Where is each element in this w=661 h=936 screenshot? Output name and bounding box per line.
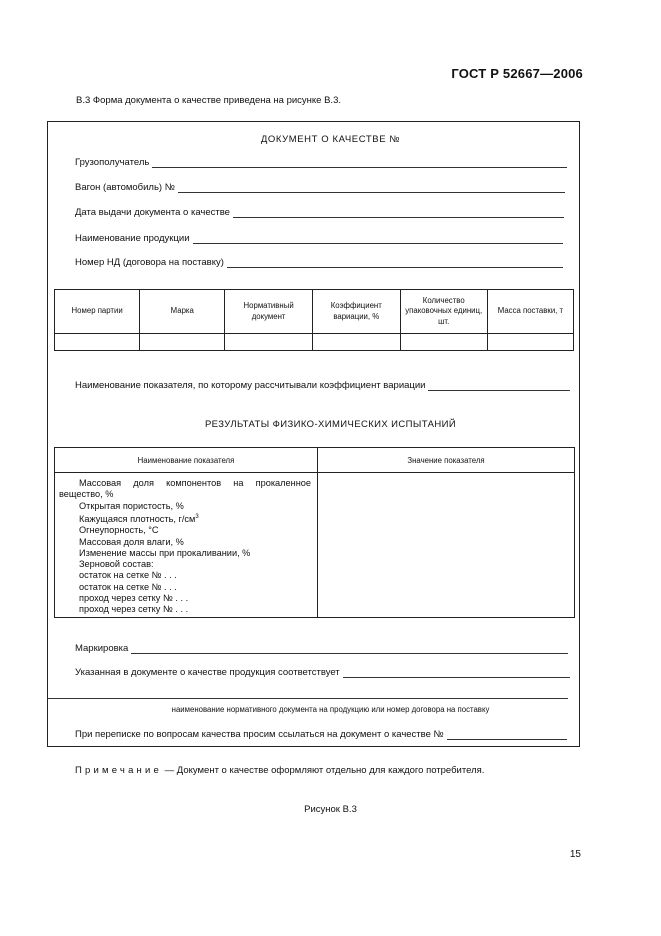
indicator-item: Огнеупорность, °С [79,525,159,536]
batch-table [54,289,574,351]
batch-header-grade: Марка [140,290,225,334]
results-table [54,447,575,618]
marking-label: Маркировка [75,643,129,654]
issue-date-field[interactable] [75,207,564,218]
indicator-item: Открытая пористость, % [79,500,184,511]
variation-indicator-label: Наименование показателя, по которому рассчитывали коэффициент вариации [75,380,426,391]
indicator-item: Изменение массы при прокаливании, % [79,547,251,558]
page-number: 15 [569,849,581,860]
issue-date-label: Дата выдачи документа о качестве [75,207,230,218]
form-title: ДОКУМЕНТ О КАЧЕСТВЕ № [260,134,401,145]
batch-cell-package-count[interactable] [400,334,487,351]
indicator-item: проход через сетку № . . . [79,604,189,615]
correspondence-line[interactable] [447,730,567,740]
batch-header-number: Номер партии [55,290,140,334]
wagon-line[interactable] [178,183,565,193]
compliance-document-line[interactable] [47,698,568,699]
note-label: Примечание [75,765,162,776]
standard-code: ГОСТ Р 52667—2006 [451,66,583,81]
indicator-item: проход через сетку № . . . [79,593,189,604]
indicator-item: остаток на сетке № . . . [79,570,177,581]
wagon-field[interactable] [75,182,565,193]
batch-table-row [55,334,574,351]
correspondence-field[interactable] [75,729,567,740]
wagon-label: Вагон (автомобиль) № [75,182,175,193]
indicator-item: остаток на сетке № . . . [79,581,177,592]
compliance-label: Указанная в документе о качестве продукция соответствует [75,667,340,678]
density-superscript: 3 [195,513,199,520]
intro-text: В.3 Форма документа о качестве приведена на рисунке В.3. [76,95,341,106]
batch-cell-grade[interactable] [140,334,225,351]
consignee-line[interactable] [152,158,567,168]
nd-number-line[interactable] [227,258,563,268]
indicator-item: Массовая доля влаги, % [79,536,184,547]
consignee-label: Грузополучатель [75,157,150,168]
indicator-item: Массовая доля компонентов на прокаленное вещество, % [59,478,311,500]
issue-date-line[interactable] [233,208,564,218]
consignee-field[interactable] [75,157,567,168]
correspondence-label: При переписке по вопросам качества просим ссылаться на документ о качестве № [75,729,444,740]
results-table-header-row [55,448,575,473]
batch-cell-variation-coefficient[interactable] [312,334,400,351]
nd-number-label: Номер НД (договора на поставку) [75,257,224,268]
note-text: — Документ о качестве оформляют отдельно для каждого потребителя. [162,765,485,776]
indicator-density-label: Кажущаяся плотность, г/см [79,513,196,524]
variation-indicator-field[interactable] [75,380,570,391]
indicator-item: Зерновой состав: [79,559,154,570]
batch-header-variation-coefficient: Коэффициент вариации, % [312,290,400,334]
compliance-caption: наименование нормативного документа на продукцию или номер договора на поставку [171,705,490,714]
results-header-value: Значение показателя [318,448,575,473]
batch-cell-number[interactable] [55,334,140,351]
results-header-indicator: Наименование показателя [55,448,318,473]
batch-table-header-row [55,290,574,334]
indicator-item [59,512,311,525]
results-title: РЕЗУЛЬТАТЫ ФИЗИКО-ХИМИЧЕСКИХ ИСПЫТАНИЙ [204,419,457,430]
indicator-list [56,474,316,616]
marking-field[interactable] [75,643,568,654]
batch-cell-delivery-mass[interactable] [487,334,573,351]
compliance-field[interactable] [75,667,570,678]
product-name-field[interactable] [75,233,563,244]
batch-cell-normative-document[interactable] [225,334,313,351]
compliance-line[interactable] [343,668,570,678]
batch-header-package-count: Количество упаковочных единиц, шт. [400,290,487,334]
product-name-line[interactable] [193,234,563,244]
figure-caption: Рисунок В.3 [304,804,357,815]
results-indicators-cell [55,473,318,618]
nd-number-field[interactable] [75,257,563,268]
batch-header-normative-document: Нормативный документ [225,290,313,334]
batch-header-delivery-mass: Масса поставки, т [487,290,573,334]
note [75,765,484,776]
results-values-cell[interactable] [318,473,575,618]
variation-indicator-line[interactable] [428,381,570,391]
results-table-row [55,473,575,618]
marking-line[interactable] [131,644,568,654]
product-name-label: Наименование продукции [75,233,190,244]
